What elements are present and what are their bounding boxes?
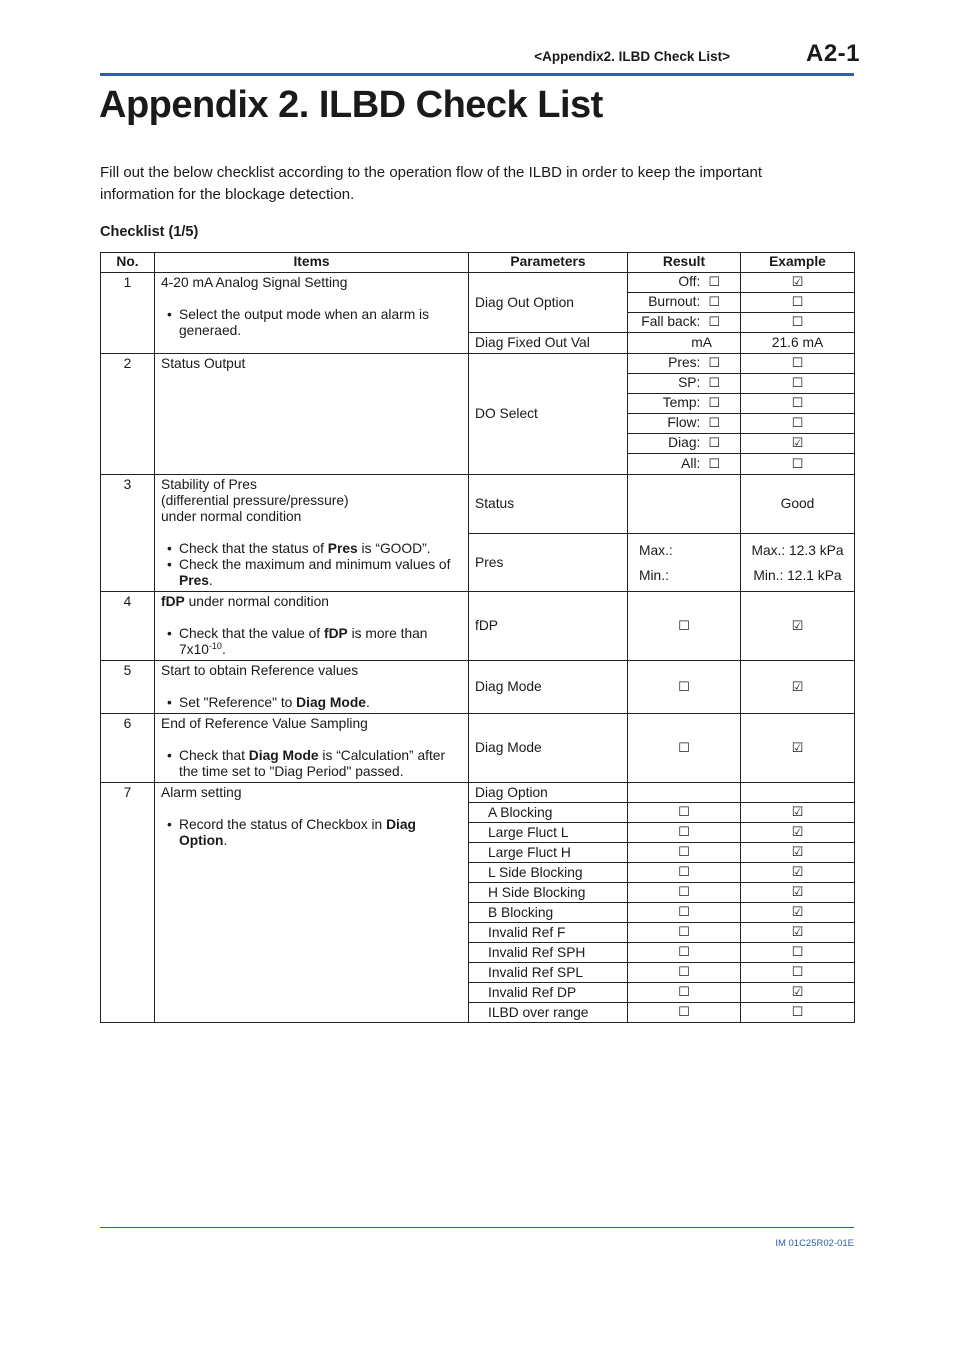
checkbox-icon[interactable]: ☐ — [678, 985, 690, 1000]
table-row — [101, 354, 855, 374]
result-cell — [628, 923, 741, 943]
result-cell[interactable]: mA — [628, 333, 741, 354]
checkbox-icon[interactable]: ☐ — [678, 885, 690, 900]
checkbox-icon: ☐ — [791, 965, 804, 980]
diag-option-label: Invalid Ref F — [469, 923, 628, 943]
parameter-cell: Diag Option — [469, 783, 628, 803]
footer-divider — [100, 1227, 854, 1228]
example-cell — [741, 843, 855, 863]
item-cell — [155, 661, 469, 714]
example-cell — [741, 903, 855, 923]
checkbox-icon: ☑ — [791, 905, 804, 920]
row-number: 3 — [101, 475, 155, 592]
example-cell — [741, 534, 855, 592]
example-cell — [741, 1003, 855, 1023]
table-row — [101, 273, 855, 293]
col-header-result: Result — [628, 253, 741, 273]
checkbox-icon[interactable]: ☐ — [708, 456, 720, 472]
item-cell — [155, 592, 469, 661]
checkbox-icon[interactable]: ☐ — [708, 315, 720, 330]
result-cell — [628, 354, 741, 374]
col-header-no: No. — [101, 253, 155, 273]
example-cell — [741, 863, 855, 883]
checkbox-icon[interactable]: ☐ — [708, 436, 720, 451]
parameter-cell: Pres — [469, 534, 628, 592]
checkbox-icon[interactable]: ☐ — [678, 905, 690, 920]
item-cell — [155, 714, 469, 783]
result-cell — [628, 273, 741, 293]
parameter-cell: DO Select — [469, 354, 628, 475]
result-cell[interactable] — [628, 534, 741, 592]
table-row — [101, 714, 855, 783]
result-cell — [628, 943, 741, 963]
document-id: IM 01C25R02-01E — [775, 1238, 854, 1249]
col-header-parameters: Parameters — [469, 253, 628, 273]
item-bullet: • Record the status of Checkbox in Diag Option. — [161, 817, 462, 849]
option-label: Diag: — [668, 435, 701, 450]
diag-option-label: Invalid Ref SPH — [469, 943, 628, 963]
item-title: Start to obtain Reference values — [161, 663, 359, 678]
item-bullet: • Check the maximum and minimum values of Pres. — [161, 557, 462, 589]
item-bullet: • Check that the status of Pres is “GOOD”. — [161, 541, 462, 557]
checkbox-icon[interactable]: ☐ — [678, 865, 690, 880]
diag-option-label: Large Fluct H — [469, 843, 628, 863]
result-cell — [628, 783, 741, 803]
item-title: 4-20 mA Analog Signal Setting — [161, 275, 348, 290]
checkbox-icon: ☐ — [791, 1005, 804, 1020]
result-cell — [628, 414, 741, 434]
result-cell — [628, 293, 741, 313]
example-cell — [741, 823, 855, 843]
result-cell — [628, 963, 741, 983]
result-cell — [628, 394, 741, 414]
row-number: 4 — [101, 592, 155, 661]
item-cell — [155, 354, 469, 475]
item-bullet: • Set "Reference" to Diag Mode. — [161, 695, 462, 711]
result-cell — [628, 434, 741, 454]
result-cell[interactable] — [628, 475, 741, 534]
checkbox-icon[interactable]: ☐ — [678, 925, 690, 940]
example-cell — [741, 434, 855, 454]
checkbox-icon: ☑ — [791, 805, 804, 820]
example-cell: Good — [741, 475, 855, 534]
checkbox-icon: ☑ — [791, 885, 804, 900]
max-label: Max.: — [639, 542, 673, 558]
item-bullet: • Select the output mode when an alarm is generaed. — [161, 307, 462, 339]
checkbox-icon[interactable]: ☐ — [708, 275, 720, 290]
intro-paragraph: Fill out the below checklist according to the operation flow of the ILBD in order to keep the important information for the blockage detection. — [100, 164, 763, 203]
checkbox-icon: ☑ — [791, 679, 804, 695]
example-cell — [741, 983, 855, 1003]
example-cell — [741, 454, 855, 475]
diag-option-label: Invalid Ref SPL — [469, 963, 628, 983]
item-title: (differential pressure/pressure) — [161, 493, 349, 508]
parameter-cell: fDP — [469, 592, 628, 661]
item-title: under normal condition — [161, 509, 302, 524]
result-cell — [628, 313, 741, 333]
example-cell — [741, 661, 855, 714]
example-cell — [741, 714, 855, 783]
min-label: Min.: — [639, 567, 669, 583]
checkbox-icon: ☑ — [791, 740, 804, 756]
checkbox-icon[interactable]: ☐ — [678, 679, 690, 695]
result-cell — [628, 454, 741, 475]
option-label: Flow: — [667, 415, 701, 430]
checklist-subtitle: Checklist (1/5) — [100, 224, 199, 240]
checkbox-icon: ☑ — [791, 618, 804, 634]
diag-option-label: Large Fluct L — [469, 823, 628, 843]
result-cell — [628, 1003, 741, 1023]
item-title: Status Output — [161, 356, 246, 371]
result-cell — [628, 883, 741, 903]
example-cell — [741, 592, 855, 661]
checkbox-icon: ☐ — [791, 416, 804, 431]
checkbox-icon[interactable]: ☐ — [708, 295, 720, 310]
table-row — [101, 592, 855, 661]
header-divider — [100, 73, 854, 76]
result-cell — [628, 374, 741, 394]
checkbox-icon: ☐ — [791, 356, 804, 371]
example-max: Max.: 12.3 kPa — [751, 542, 844, 558]
checkbox-icon: ☑ — [791, 436, 804, 451]
item-title: fDP under normal condition — [161, 594, 329, 609]
checkbox-icon: ☑ — [791, 275, 804, 290]
checkbox-icon[interactable]: ☐ — [708, 396, 720, 411]
example-cell — [741, 273, 855, 293]
checkbox-icon: ☐ — [791, 295, 804, 310]
example-cell — [741, 394, 855, 414]
parameter-cell: Diag Mode — [469, 661, 628, 714]
result-cell — [628, 714, 741, 783]
parameter-cell: Diag Fixed Out Val — [469, 333, 628, 354]
header-section-title: <Appendix2. ILBD Check List> — [534, 49, 730, 64]
example-cell — [741, 783, 855, 803]
parameter-cell: Diag Out Option — [469, 273, 628, 333]
page-number: A2-1 — [806, 40, 861, 67]
example-cell — [741, 803, 855, 823]
table-row — [101, 783, 855, 803]
diag-option-label: L Side Blocking — [469, 863, 628, 883]
example-cell — [741, 943, 855, 963]
result-cell — [628, 823, 741, 843]
result-cell — [628, 863, 741, 883]
diag-option-label: A Blocking — [469, 803, 628, 823]
result-cell — [628, 983, 741, 1003]
checkbox-icon[interactable]: ☐ — [678, 825, 690, 840]
option-label: Temp: — [662, 395, 701, 410]
checkbox-icon: ☐ — [791, 315, 804, 330]
row-number: 2 — [101, 354, 155, 475]
checkbox-icon: ☑ — [791, 985, 804, 1000]
checkbox-icon[interactable]: ☐ — [708, 416, 720, 431]
result-cell — [628, 661, 741, 714]
checkbox-icon: ☑ — [791, 925, 804, 940]
checkbox-icon: ☑ — [791, 865, 804, 880]
option-label: Off: — [678, 274, 701, 289]
item-title: Stability of Pres — [161, 477, 257, 492]
checkbox-icon: ☐ — [791, 945, 804, 960]
table-row — [101, 661, 855, 714]
item-cell — [155, 783, 469, 1023]
checkbox-icon[interactable]: ☐ — [678, 845, 690, 860]
item-bullet: • Check that the value of fDP is more than $7x10^{-10}$. — [161, 626, 462, 658]
checkbox-icon: ☐ — [791, 456, 804, 472]
example-cell — [741, 374, 855, 394]
example-min: Min.: 12.1 kPa — [753, 567, 842, 583]
example-cell — [741, 414, 855, 434]
example-cell — [741, 883, 855, 903]
col-header-items: Items — [155, 253, 469, 273]
checkbox-icon: ☐ — [791, 396, 804, 411]
row-number: 7 — [101, 783, 155, 1023]
example-cell — [741, 963, 855, 983]
checkbox-icon[interactable]: ☐ — [678, 1005, 690, 1020]
example-cell — [741, 313, 855, 333]
result-cell — [628, 843, 741, 863]
item-cell — [155, 273, 469, 354]
table-header-row — [101, 253, 855, 273]
option-label: All: — [681, 455, 701, 471]
checkbox-icon: ☑ — [791, 845, 804, 860]
row-number: 6 — [101, 714, 155, 783]
checkbox-icon: ☐ — [791, 376, 804, 391]
item-bullet: • Check that Diag Mode is “Calculation” after the time set to "Diag Period" passed. — [161, 748, 462, 780]
item-title: End of Reference Value Sampling — [161, 716, 368, 731]
row-number: 1 — [101, 273, 155, 354]
checkbox-icon[interactable]: ☐ — [708, 356, 720, 371]
checkbox-icon[interactable]: ☐ — [678, 618, 690, 634]
checkbox-icon: ☑ — [791, 825, 804, 840]
diag-option-label: Invalid Ref DP — [469, 983, 628, 1003]
result-cell — [628, 903, 741, 923]
result-cell — [628, 592, 741, 661]
table-row — [101, 475, 855, 534]
example-cell — [741, 293, 855, 313]
option-label: Burnout: — [648, 294, 701, 309]
result-cell — [628, 803, 741, 823]
example-cell — [741, 923, 855, 943]
parameter-cell: Status — [469, 475, 628, 534]
option-label: Fall back: — [641, 314, 701, 329]
diag-option-label: B Blocking — [469, 903, 628, 923]
row-number: 5 — [101, 661, 155, 714]
checkbox-icon[interactable]: ☐ — [678, 945, 690, 960]
col-header-example: Example — [741, 253, 855, 273]
example-cell — [741, 354, 855, 374]
option-label: SP: — [678, 375, 701, 390]
checkbox-icon[interactable]: ☐ — [678, 965, 690, 980]
checkbox-icon[interactable]: ☐ — [708, 376, 720, 391]
diag-option-label: H Side Blocking — [469, 883, 628, 903]
example-cell: 21.6 mA — [741, 333, 855, 354]
page-title: Appendix 2. ILBD Check List — [99, 84, 603, 126]
checkbox-icon[interactable]: ☐ — [678, 740, 690, 756]
parameter-cell: Diag Mode — [469, 714, 628, 783]
diag-option-label: ILBD over range — [469, 1003, 628, 1023]
option-label: Pres: — [668, 355, 701, 370]
checklist-table — [100, 252, 855, 1023]
item-cell — [155, 475, 469, 592]
item-title: Alarm setting — [161, 785, 242, 800]
checkbox-icon[interactable]: ☐ — [678, 805, 690, 820]
